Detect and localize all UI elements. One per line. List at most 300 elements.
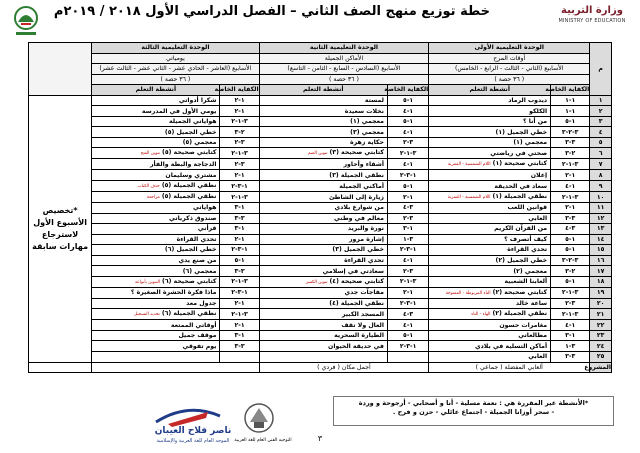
- ministry-english-name: MINISTRY OF EDUCATION: [558, 18, 626, 24]
- unit1-activity: [429, 192, 551, 203]
- unit1-competency: [551, 106, 590, 117]
- unit1-competency-text: ٣-٣: [565, 214, 576, 222]
- unit1-activity-text: تحدي القراءة: [507, 246, 548, 254]
- spelling-note: تنوين الفتح: [140, 151, 160, 157]
- unit3-competency-text: ١-٣: [234, 204, 245, 212]
- unit1-activity-text: أماكن التسلية في بلادي: [474, 342, 548, 350]
- table-row: [29, 224, 612, 235]
- unit2-competency: [387, 352, 428, 363]
- unit2-competency-text: ١-٤: [403, 257, 414, 265]
- unit1-competency-text: ١-٤: [565, 182, 576, 190]
- unit1-competency: [551, 148, 590, 159]
- unit3-activity: [92, 148, 220, 159]
- ministry-logo: [552, 6, 632, 36]
- unit3-activity-text: جدول معد: [186, 300, 217, 308]
- unit3-competency: [220, 298, 259, 309]
- unit1-activity-text: قوانين اللعب: [507, 204, 548, 212]
- unit2-competency-text: ٣-٤: [403, 310, 414, 318]
- unit1-activity-text: من القرآن الكريم: [494, 225, 548, 233]
- week-number-text: ٤: [598, 128, 603, 136]
- unit2-activity: [259, 213, 387, 224]
- unit1-activity-text: العابي: [528, 214, 548, 222]
- week-number-text: ٢٣: [596, 332, 605, 340]
- unit2-competency: [387, 224, 428, 235]
- unit2-activity: [259, 255, 387, 266]
- week-number: [590, 320, 612, 331]
- unit3-competency: [220, 127, 259, 138]
- unit1-activity-text: معجمي (٢): [513, 267, 548, 275]
- unit1-competency: [551, 181, 590, 192]
- unit1-competency-text: ٣-١-٢: [561, 289, 579, 297]
- unit2-competency-text: ١-٥: [403, 332, 414, 340]
- week-number-text: ٢٤: [596, 342, 605, 350]
- week-number: [590, 224, 612, 235]
- week-number-text: ٢: [598, 107, 603, 115]
- unit2-name: الأماكن الجميلة: [259, 53, 429, 64]
- note-line-1: *الأنشطة غير المقررة هي : نعمة مسلية - أنا و أصحابي - أرجوحة و وردة: [358, 399, 589, 407]
- unit3-competency-text: ٣-٢: [234, 139, 245, 147]
- unit3-activity-text: كتابتي صحيحة (٥): [162, 149, 217, 157]
- unit1-competency-text: ١-١: [565, 97, 576, 104]
- unit3-competency-text: ١-٢: [234, 235, 245, 243]
- unit1-competency: [551, 330, 590, 341]
- unit1-competency: [551, 116, 590, 127]
- unit2-activity: [259, 320, 387, 331]
- unit2-competency-text: ٣-١-٢: [399, 278, 417, 286]
- unit2-activity-text: تحدي القراءة: [344, 257, 384, 265]
- unit3-activity: [92, 159, 220, 170]
- spelling-note: التنوين بأنواعه: [134, 279, 160, 285]
- unit1-activity: [429, 309, 551, 320]
- unit2-competency: [387, 234, 428, 245]
- table-row: [29, 170, 612, 181]
- table-row: [29, 341, 612, 352]
- unit1-competency-text: ٣-٤: [565, 225, 576, 233]
- unit3-competency: [220, 213, 259, 224]
- unit2-competency-text: ١-٥: [403, 182, 414, 190]
- unit1-activity-text: ديدوب الرماد: [508, 97, 548, 104]
- project-label-text: المشروع: [584, 363, 611, 371]
- unit1-competency: [551, 224, 590, 235]
- unit3-competency: [220, 255, 259, 266]
- unit1-competency: [551, 170, 590, 181]
- unit3-activity-text: خطي الجميل (٦): [164, 246, 217, 254]
- unit3-activity: [92, 95, 220, 106]
- unit3-activity: [92, 352, 220, 363]
- unit3-activity: [92, 213, 220, 224]
- unit1-activity-text: مطالعاتي: [518, 332, 548, 340]
- unit3-activity-text: قرأني: [197, 225, 217, 233]
- unit1-competency: [551, 276, 590, 287]
- unit3-activity: [92, 245, 220, 256]
- week-number: [590, 127, 612, 138]
- week-number: [590, 234, 612, 245]
- unit3-competency: [220, 341, 259, 352]
- unit1-competency: [551, 203, 590, 214]
- unit1-activity: [429, 341, 551, 352]
- unit3-project: [92, 362, 259, 373]
- week-number: [590, 298, 612, 309]
- week-number-text: ١٠: [596, 193, 605, 201]
- unit2-competency: [387, 330, 428, 341]
- spelling-note: اللام الشمسية - القمرية: [447, 195, 491, 201]
- unit2-competency-text: ١-٥: [403, 97, 414, 104]
- unit2-competency-text: ١-٣: [403, 225, 414, 233]
- unit2-activity: [259, 127, 387, 138]
- week-number: [590, 170, 612, 181]
- unit2-activity-text: في حديقة الحيوان: [328, 342, 384, 350]
- unit2-project: [259, 362, 429, 373]
- unit1-competency-text: ١-٤: [565, 321, 576, 329]
- unit1-activity: [429, 298, 551, 309]
- week-number-text: ٢٢: [596, 321, 605, 329]
- unit3-activity-header: أنشطة التعلم: [92, 85, 220, 96]
- unit2-competency: [387, 159, 428, 170]
- unit3-activity-text: صندوق ذكرياتي: [169, 214, 217, 222]
- unit3-competency: [220, 352, 259, 363]
- unit2-activity-text: نطقي الجميلة (٣): [329, 171, 384, 179]
- unit1-competency: [551, 127, 590, 138]
- unit1-activity-text: إعلان: [530, 171, 548, 179]
- unit1-activity: [429, 266, 551, 277]
- unit3-activity: [92, 192, 220, 203]
- unit3-competency-text: ١-٢: [234, 107, 245, 115]
- unit3-competency-text: ٣-٣: [234, 214, 245, 222]
- unit3-activity-text: من صنع يدي: [178, 257, 217, 265]
- unit3-activity-text: كتابتي صحيحة (٦): [162, 277, 217, 285]
- unit1-activity-text: كيف أتصرف ؟: [504, 235, 548, 243]
- signer-name: ناصر فلاح العيبان: [154, 426, 232, 436]
- week-number-text: ٩: [598, 182, 603, 190]
- table-row: [29, 330, 612, 341]
- unit1-activity-text: العابي: [528, 353, 548, 361]
- unit2-activity: [259, 330, 387, 341]
- unit2-activity-text: لمستة: [364, 97, 384, 104]
- spelling-note: مراجعة: [146, 195, 160, 201]
- arabic-department-emblem: [240, 400, 278, 440]
- week-number-text: ١: [598, 97, 603, 104]
- unit3-competency: [220, 320, 259, 331]
- unit3-activity-text: مشتري وسليمان: [165, 171, 217, 179]
- unit1-activity-text: مغامرات حسون: [499, 321, 548, 329]
- week-number: [590, 213, 612, 224]
- unit3-competency: [220, 181, 259, 192]
- unit3-competency: [220, 203, 259, 214]
- unit2-weeks: الأسابيع (السادس - السابع - الثامن - التاسع): [259, 64, 429, 75]
- table-row: [29, 352, 612, 363]
- unit2-activity: [259, 298, 387, 309]
- unit1-competency: [551, 192, 590, 203]
- unit2-activity: [259, 106, 387, 117]
- unit1-activity: [429, 320, 551, 331]
- unit1-competency-text: ١-١: [565, 107, 576, 115]
- emblem-caption: التوجيه الفني العام للغة العربية: [234, 438, 292, 443]
- table-row: [29, 192, 612, 203]
- unit1-competency-text: ٢-٣: [565, 149, 576, 157]
- table-row: [29, 95, 612, 106]
- unit2-competency: [387, 255, 428, 266]
- week-number: [590, 245, 612, 256]
- unit3-competency: [220, 287, 259, 298]
- unit1-header: الوحدة التعليمية الأولى: [429, 43, 590, 54]
- curriculum-table: [28, 42, 612, 373]
- unit1-activity-header: أنشطة التعلم: [429, 85, 551, 96]
- unit3-activity: [92, 266, 220, 277]
- week-number-text: ١٥: [596, 246, 605, 254]
- table-row: [29, 266, 612, 277]
- unit2-competency-text: ٣-٢: [403, 214, 414, 222]
- unit3-competency-text: ٣-٣: [234, 342, 245, 350]
- unit3-competency: [220, 137, 259, 148]
- unit1-activity: [429, 127, 551, 138]
- unit2-competency: [387, 148, 428, 159]
- unit2-competency-text: ١-٣-٢: [399, 246, 417, 254]
- ministry-name: وزارة التربية: [561, 5, 623, 16]
- unit3-competency: [220, 95, 259, 106]
- unit3-competency-text: ٣-١-٢: [231, 278, 248, 286]
- unit3-activity: [92, 224, 220, 235]
- unit3-activity-text: خطي الجميل (٥): [164, 128, 217, 136]
- unit1-competency-text: ١-٥: [565, 246, 576, 254]
- week-number: [590, 116, 612, 127]
- unit1-activity-text: خطي الجميل (١): [495, 128, 548, 136]
- unit3-competency-text: ١-٣-٢: [231, 182, 248, 190]
- spelling-note: اللام الشمسية - القمرية: [447, 162, 491, 168]
- week-number: [590, 287, 612, 298]
- unit2-activity: [259, 203, 387, 214]
- unit2-competency: [387, 137, 428, 148]
- week-number: [590, 95, 612, 106]
- kuwait-logo: [6, 2, 46, 38]
- unit2-activity: [259, 341, 387, 352]
- unit1-activity: [429, 106, 551, 117]
- unit1-activity-text: سعاد في الحديقة: [494, 182, 548, 190]
- unit2-competency-text: ١-٢: [403, 193, 414, 201]
- unit2-activity-text: حكاية زهرة: [349, 139, 384, 147]
- unit3-competency-text: ١-٢: [234, 171, 245, 179]
- unit2-competency-text: ١-٢: [403, 289, 414, 297]
- week-number-text: ٢٥: [596, 353, 605, 361]
- unit1-competency-text: ٣-١-٢: [561, 160, 579, 168]
- unit1-project-text: ألعابي المفضلة ( جماعي ): [475, 363, 543, 371]
- unit2-activity-text: مفاجآت جدي: [344, 289, 384, 297]
- unit3-activity-text: هواياتي الجميلة: [168, 118, 217, 126]
- unit1-activity: [429, 116, 551, 127]
- page-number: ٣: [317, 434, 323, 443]
- unit1-competency-text: ١-٢: [565, 204, 576, 212]
- unit1-activity: [429, 181, 551, 192]
- week-number: [590, 106, 612, 117]
- unit1-competency: [551, 320, 590, 331]
- unit2-activity: [259, 234, 387, 245]
- week-number-text: ٢٠: [596, 300, 605, 308]
- unit2-activity-text: العال ولا تقف: [341, 321, 384, 329]
- unit2-competency: [387, 95, 428, 106]
- unit1-activity: [429, 148, 551, 159]
- unit3-activity: [92, 276, 220, 287]
- unit2-header: الوحدة التعليمية الثانية: [259, 43, 429, 54]
- unit2-competency-text: ٣-١: [403, 235, 414, 243]
- week-number: [590, 352, 612, 363]
- unit2-activity-text: نخلات سعيدة: [344, 107, 384, 115]
- unit3-competency: [220, 148, 259, 159]
- week-number-text: ١٣: [596, 225, 605, 233]
- unit3-competency: [220, 330, 259, 341]
- unit1-activity: [429, 276, 551, 287]
- unit3-competency: [220, 170, 259, 181]
- unit3-competency-text: ٣-١-٢: [231, 118, 248, 126]
- unit3-activity: [92, 309, 220, 320]
- unit3-competency-text: ١-٢: [234, 97, 245, 104]
- unit2-project-text: أجمل مكان ( فردي ): [317, 363, 371, 371]
- unit1-activity-text: معجمي (١): [513, 139, 548, 147]
- unit3-competency: [220, 116, 259, 127]
- unit1-activity-text: صحتي في رياضتي: [490, 149, 548, 157]
- unit1-competency-text: ١-٥: [565, 278, 576, 286]
- unit3-competency-header: الكفاية الخاصة: [214, 86, 259, 94]
- unit2-competency: [387, 192, 428, 203]
- unit1-activity: [429, 245, 551, 256]
- unit1-competency-text: ٣-٢-٣: [561, 257, 579, 265]
- unit1-activity: [429, 352, 551, 363]
- unit1-periods: ( ٣٦ حصة ): [429, 74, 590, 85]
- unit2-activity: [259, 266, 387, 277]
- unit1-activity: [429, 137, 551, 148]
- unit3-competency: [220, 192, 259, 203]
- unit2-activity-text: كتابتي صحيحة (٤): [329, 277, 384, 285]
- unit3-activity: [92, 181, 220, 192]
- spelling-note: الهاء - التاء: [471, 312, 491, 318]
- week-number-text: ٨: [598, 171, 603, 179]
- unit1-competency: [551, 266, 590, 277]
- week-number: [590, 330, 612, 341]
- spelling-note: حذف الكتاب: [137, 184, 160, 190]
- unit2-competency: [387, 287, 428, 298]
- unit2-activity-text: إشارة مرور: [348, 235, 384, 243]
- unit3-competency-text: ٢-٣: [234, 128, 245, 136]
- unit2-activity: [259, 309, 387, 320]
- unit3-activity-text: أوقاتي الممتعة: [170, 321, 217, 329]
- unit1-competency: [551, 298, 590, 309]
- unit2-competency: [387, 116, 428, 127]
- week-number-text: ١٦: [596, 257, 605, 265]
- unit1-competency-text: ١-٥: [565, 118, 576, 126]
- unit2-competency-text: ١-٣-٢: [399, 300, 417, 308]
- note-line-2: - سحر أوزانا الجميلة - اجتماع عائلي - حزن و فرح .: [392, 408, 555, 416]
- unit2-activity-text: معجمي (٣): [350, 128, 384, 136]
- unit2-activity-text: معالم في وطني: [334, 214, 384, 222]
- unit3-periods: ( ٣٦ حصة ): [92, 74, 259, 85]
- unit2-competency: [387, 203, 428, 214]
- unit1-activity-text: ألعابنا الشعبية: [504, 278, 548, 286]
- unit2-activity: [259, 287, 387, 298]
- unit3-weeks: الأسابيع (العاشر - الحادي عشر - الثاني عشر - الثالث عشر): [92, 64, 259, 75]
- unit1-activity: [429, 255, 551, 266]
- week-number: [590, 192, 612, 203]
- unit2-activity: [259, 116, 387, 127]
- week-number: [590, 148, 612, 159]
- unit2-competency: [387, 181, 428, 192]
- unit2-activity: [259, 181, 387, 192]
- unit2-competency-text: ١-٤: [403, 160, 414, 168]
- unit2-activity: [259, 224, 387, 235]
- unit2-activity-text: خطي الجميل (٣): [332, 246, 384, 254]
- unit2-competency: [387, 320, 428, 331]
- unit2-competency-text: ٣-٢: [403, 267, 414, 275]
- unit1-activity-text: خطي الجميل (٢): [495, 257, 548, 265]
- unit3-activity-text: نطقي الجميلة (٦): [161, 310, 217, 318]
- unit3-competency: [220, 309, 259, 320]
- unit1-competency: [551, 255, 590, 266]
- unit1-competency-text: ١-٥: [565, 235, 576, 243]
- week-number-text: ٦: [598, 149, 603, 157]
- unit3-competency-text: ١-٣: [234, 225, 245, 233]
- unit3-activity: [92, 287, 220, 298]
- week-number: [590, 276, 612, 287]
- unit1-activity: [429, 159, 551, 170]
- unit2-activity: [259, 159, 387, 170]
- unit2-competency-text: ٣-٤: [403, 204, 414, 212]
- unit2-activity: [259, 276, 387, 287]
- unit1-competency-text: ٣-١: [565, 342, 576, 350]
- unit1-weeks: الأسابيع (الثاني - الثالث - الرابع - الخامس): [429, 64, 590, 75]
- unit1-activity: [429, 234, 551, 245]
- unit1-competency-text: ١-٢: [565, 171, 576, 179]
- unit1-activity-text: نطقي الجميلة (١): [492, 193, 548, 201]
- unit1-competency-text: ٣-١-٢: [561, 193, 579, 201]
- unit2-competency: [387, 245, 428, 256]
- week-number: [590, 255, 612, 266]
- unit1-competency: [551, 213, 590, 224]
- unit3-competency: [220, 276, 259, 287]
- unit2-competency-text: ١-٤: [403, 321, 414, 329]
- unit3-name: يومياتي: [92, 53, 259, 64]
- unit1-competency-header: الكفاية الخاصة: [545, 86, 590, 94]
- unit3-competency-text: ١-٢: [234, 300, 245, 308]
- unit1-activity: [429, 330, 551, 341]
- unit2-competency: [387, 309, 428, 320]
- unit2-competency: [387, 127, 428, 138]
- unit3-competency-text: ١-٢: [234, 321, 245, 329]
- table-row: [29, 181, 612, 192]
- unit3-activity: [92, 341, 220, 352]
- unit1-project: [429, 362, 590, 373]
- week-number-text: ١١: [596, 204, 605, 212]
- week-number-text: ١٨: [596, 278, 605, 286]
- table-row: [29, 287, 612, 298]
- unit2-activity: [259, 148, 387, 159]
- page-title: خطة توزيع منهج الصف الثاني – الفصل الدراسي الأول ٢٠١٨ / ٢٠١٩م: [53, 4, 490, 19]
- unit1-competency: [551, 309, 590, 320]
- week-number-text: ٣: [598, 118, 603, 126]
- unit3-activity-text: تحدي القراءة: [176, 235, 217, 243]
- unit1-competency: [551, 287, 590, 298]
- unit3-activity-text: هواياتي: [192, 204, 217, 212]
- unit3-activity-text: شكرا أدواتي: [178, 97, 217, 104]
- unit2-activity: [259, 95, 387, 106]
- unit2-activity: [259, 352, 387, 363]
- unit3-activity: [92, 320, 220, 331]
- unit2-activity-text: أشقاء وأحاور: [343, 160, 384, 168]
- unit2-competency-text: ١-٥: [403, 118, 414, 126]
- unit3-activity: [92, 116, 220, 127]
- unit1-competency-text: ١-٣: [565, 332, 576, 340]
- unit3-competency: [220, 266, 259, 277]
- unit1-competency: [551, 95, 590, 106]
- project-row: [29, 362, 612, 373]
- unit2-competency: [387, 170, 428, 181]
- unit3-competency-text: ١-٣-٢: [231, 289, 248, 297]
